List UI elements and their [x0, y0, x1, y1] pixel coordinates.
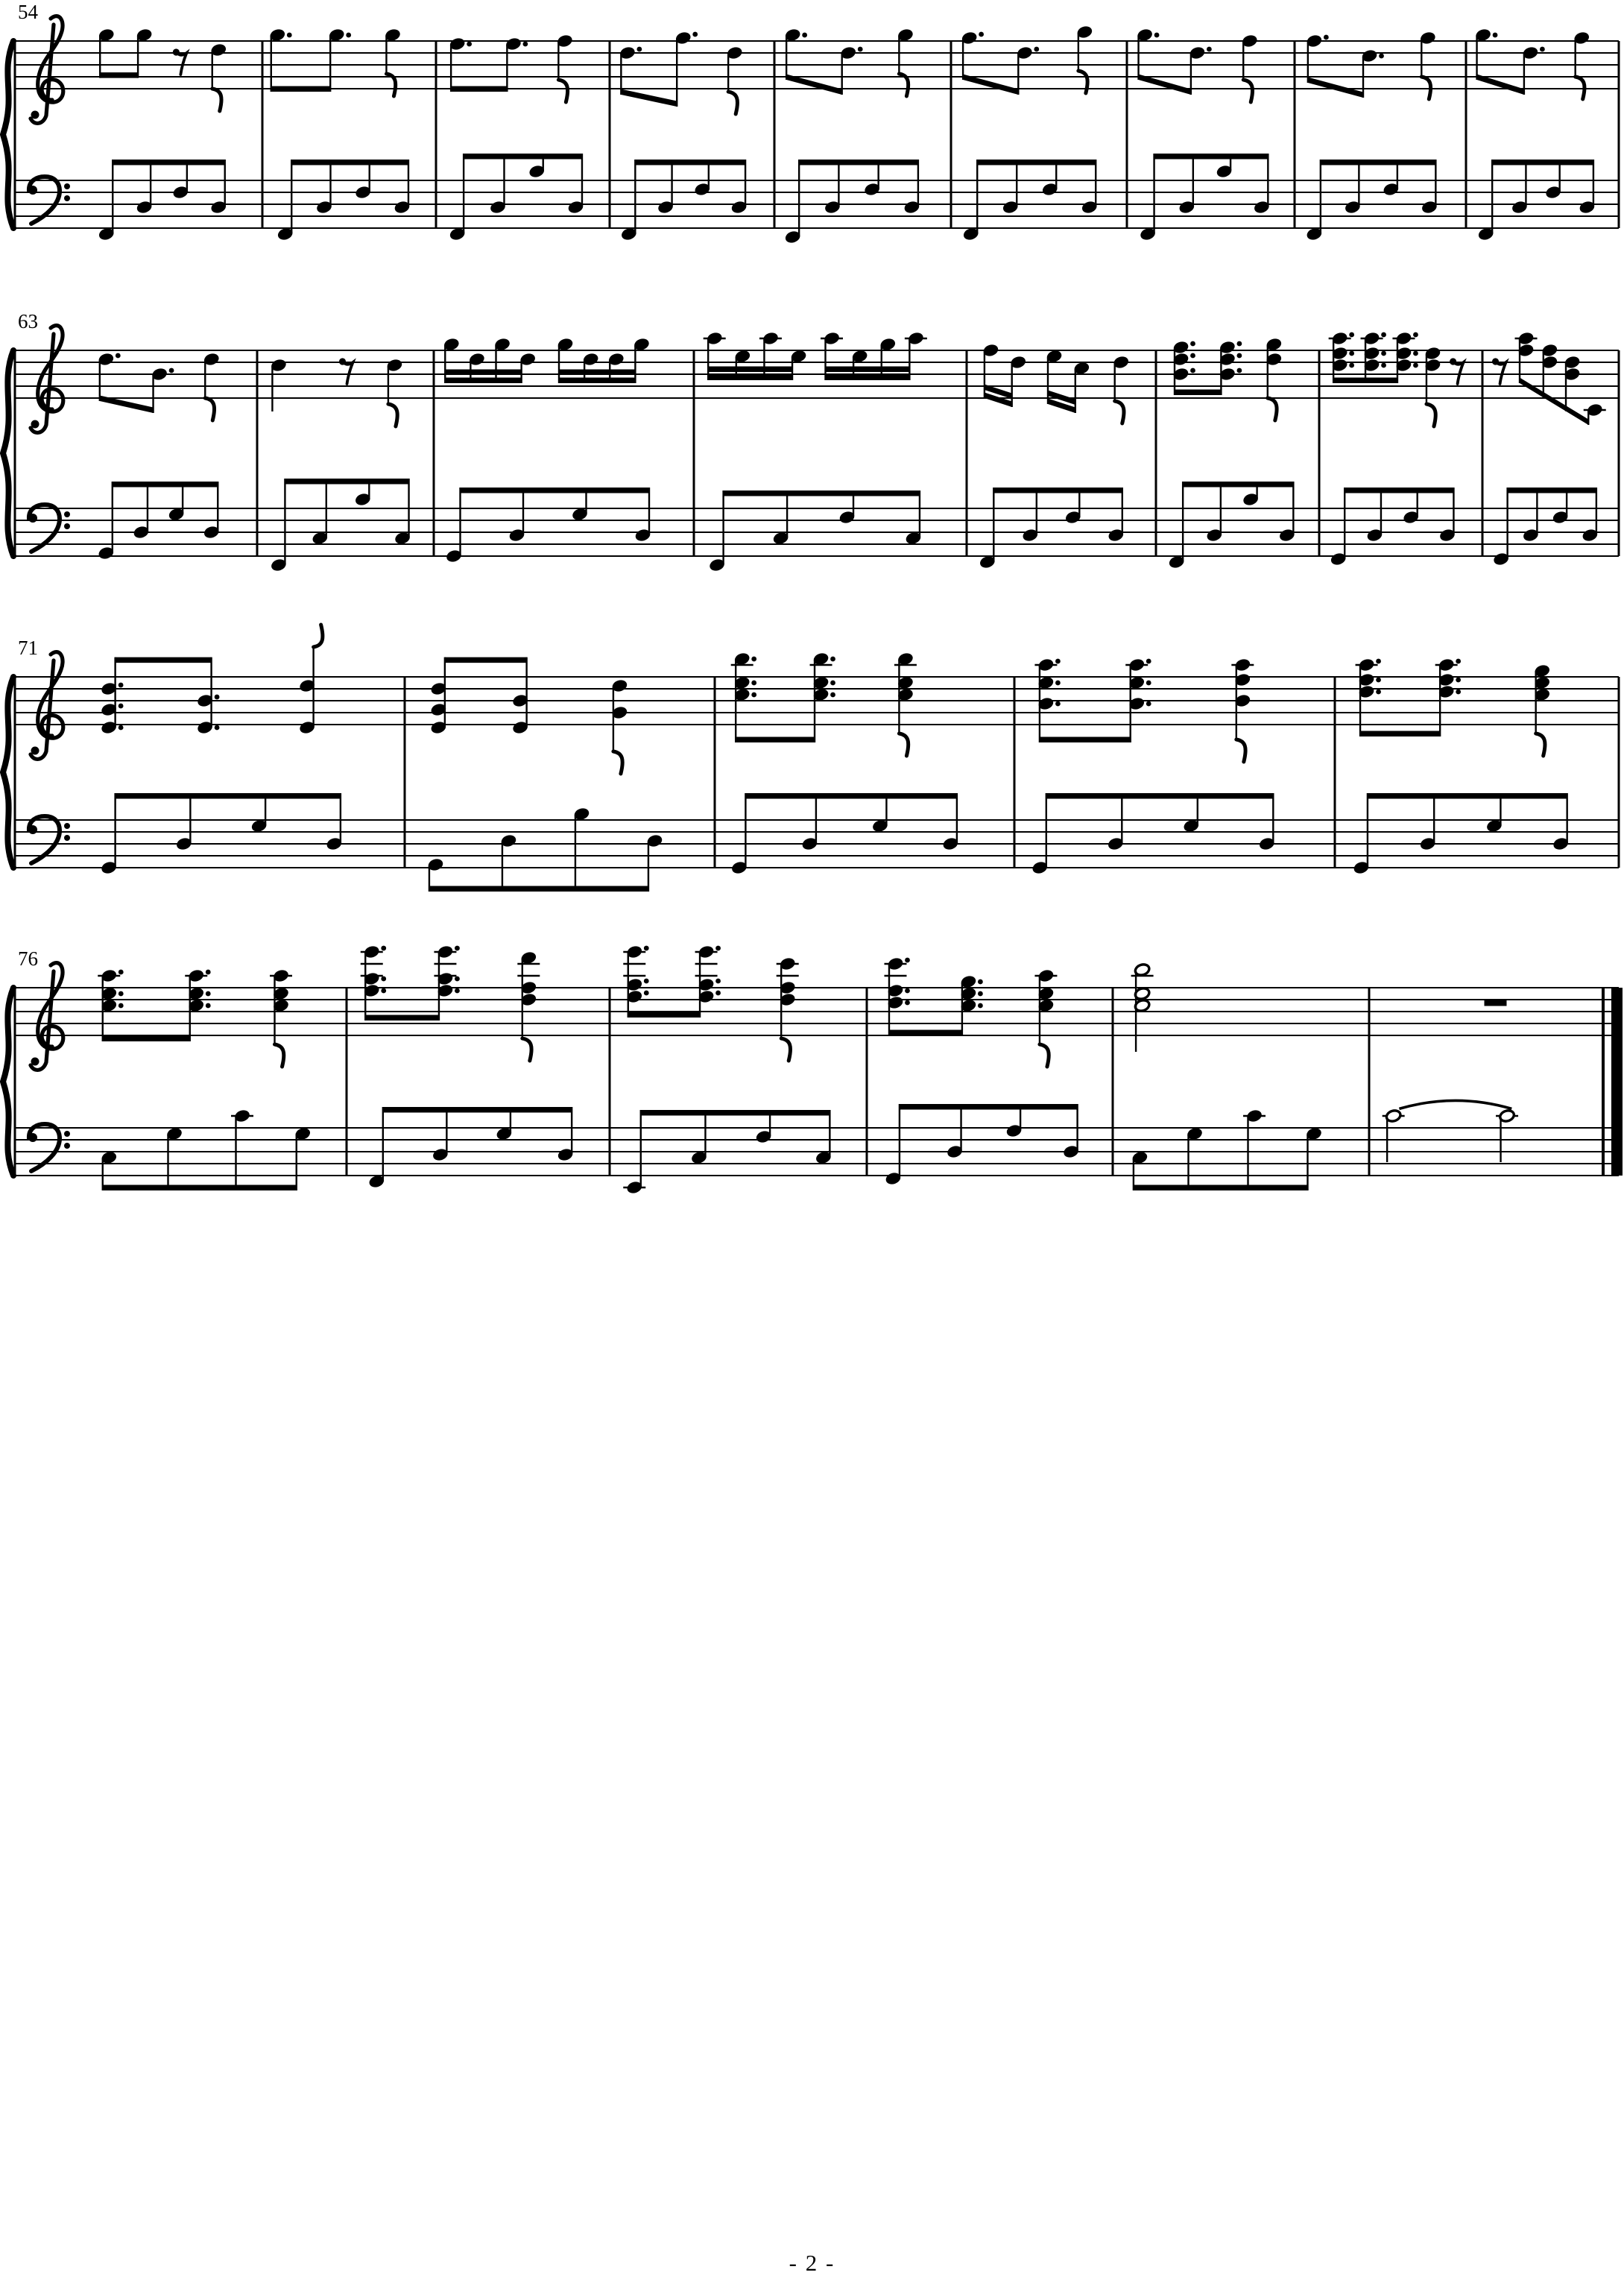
beam	[1040, 737, 1131, 743]
beam	[1308, 78, 1363, 98]
measure	[1137, 28, 1270, 242]
beam	[708, 375, 792, 381]
beam	[559, 378, 635, 384]
augmentation-dot	[1381, 351, 1386, 356]
augmentation-dot	[119, 1003, 124, 1009]
beam	[103, 1185, 297, 1191]
augmentation-dot	[1456, 678, 1461, 683]
augmentation-dot	[1237, 341, 1242, 347]
augmentation-dot	[1146, 659, 1151, 664]
augmentation-dot	[1413, 363, 1418, 368]
measure	[785, 28, 920, 245]
measure	[443, 338, 651, 564]
beam	[271, 86, 330, 92]
augmentation-dot	[905, 988, 910, 994]
eighth-flag	[1426, 404, 1435, 426]
augmentation-dot	[215, 725, 220, 731]
eighth-rest	[343, 362, 353, 384]
augmentation-dot	[692, 32, 698, 37]
beam	[1154, 154, 1268, 160]
treble-clef-icon	[31, 963, 63, 1070]
measure	[619, 31, 748, 242]
eighth-flag	[613, 751, 622, 774]
augmentation-dot	[1034, 47, 1039, 52]
augmentation-dot	[1055, 701, 1061, 707]
augmentation-dot	[1146, 681, 1151, 686]
beam	[113, 482, 218, 488]
augmentation-dot	[1237, 368, 1242, 373]
augmentation-dot	[381, 988, 386, 994]
augmentation-dot	[381, 977, 386, 982]
beam	[429, 886, 648, 892]
augmentation-dot	[1376, 659, 1381, 664]
beam	[113, 160, 225, 165]
eighth-flag	[728, 92, 737, 114]
augmentation-dot	[978, 991, 983, 997]
augmentation-dot	[119, 970, 124, 975]
augmentation-dot	[978, 980, 983, 985]
measure	[731, 652, 959, 875]
augmentation-dot	[1324, 35, 1329, 40]
augmentation-dot	[346, 33, 351, 38]
augmentation-dot	[1349, 363, 1354, 368]
augmentation-dot	[751, 681, 756, 686]
augmentation-dot	[830, 657, 835, 662]
eighth-flag	[781, 1038, 790, 1061]
whole-rest	[1485, 1000, 1507, 1006]
augmentation-dot	[1540, 47, 1545, 52]
eighth-flag	[899, 734, 908, 756]
measure	[98, 28, 227, 242]
augmentation-dot	[1146, 701, 1151, 707]
augmentation-dot	[636, 47, 642, 52]
augmentation-dot	[215, 695, 220, 700]
augmentation-dot	[751, 657, 756, 662]
system-63	[3, 310, 1619, 572]
beam	[451, 86, 507, 92]
beam	[736, 737, 815, 743]
augmentation-dot	[644, 946, 649, 951]
augmentation-dot	[455, 988, 460, 994]
augmentation-dot	[206, 991, 211, 997]
beam	[291, 160, 408, 165]
measure	[98, 969, 311, 1190]
measure	[271, 358, 411, 572]
augmentation-dot	[119, 725, 124, 731]
measure-number: 76	[18, 947, 38, 970]
beam	[1183, 482, 1293, 488]
measure	[1475, 28, 1596, 242]
beam	[116, 657, 212, 663]
augmentation-dot	[1190, 341, 1195, 347]
augmentation-dot	[1207, 47, 1212, 52]
beam	[826, 375, 910, 381]
eighth-flag	[1243, 80, 1252, 102]
beam	[116, 793, 341, 799]
final-barline	[1611, 988, 1623, 1176]
augmentation-dot	[1381, 332, 1386, 338]
augmentation-dot	[715, 979, 721, 984]
augmentation-dot	[1190, 353, 1195, 359]
augmentation-dot	[455, 977, 460, 982]
eighth-flag	[205, 398, 214, 420]
eighth-flag	[1236, 739, 1245, 762]
measure	[979, 344, 1130, 570]
measure-number: 63	[18, 310, 38, 332]
eighth-flag	[275, 1044, 284, 1067]
augmentation-dot	[1413, 332, 1418, 338]
eighth-flag	[314, 625, 323, 647]
system-71	[3, 625, 1619, 892]
eighth-rest	[176, 52, 186, 75]
beam	[889, 1030, 962, 1036]
beam	[464, 154, 582, 160]
system-54	[3, 1, 1619, 244]
beam	[977, 160, 1096, 165]
beam	[445, 657, 527, 663]
augmentation-dot	[1349, 351, 1354, 356]
beam	[799, 160, 918, 165]
beam	[1360, 731, 1440, 737]
treble-clef-icon	[31, 16, 63, 124]
system-brace-icon	[3, 350, 13, 556]
augmentation-dot	[644, 979, 649, 984]
augmentation-dot	[1237, 353, 1242, 359]
measure-number: 54	[18, 1, 38, 23]
augmentation-dot	[287, 33, 292, 38]
augmentation-dot	[1376, 678, 1381, 683]
beam	[461, 488, 650, 493]
system-brace-icon	[3, 41, 13, 228]
beam	[365, 1015, 439, 1021]
beam	[1134, 1185, 1308, 1191]
tie-arc	[1399, 1100, 1511, 1108]
eighth-flag	[1536, 734, 1545, 756]
augmentation-dot	[455, 946, 460, 951]
augmentation-dot	[715, 946, 721, 951]
beam	[445, 370, 521, 376]
beam	[103, 1036, 190, 1042]
beam	[708, 367, 792, 373]
augmentation-dot	[119, 991, 124, 997]
beam	[559, 370, 635, 376]
augmentation-dot	[522, 42, 528, 47]
augmentation-dot	[206, 970, 211, 975]
augmentation-dot	[802, 33, 807, 38]
beam	[1321, 160, 1436, 165]
beam	[826, 367, 910, 373]
beam	[900, 1104, 1078, 1110]
eighth-flag	[1268, 398, 1277, 420]
augmentation-dot	[169, 368, 174, 373]
eighth-flag	[1040, 1044, 1049, 1067]
beam	[1508, 488, 1596, 493]
augmentation-dot	[1493, 33, 1498, 38]
eighth-flag	[1115, 401, 1124, 423]
measure	[704, 332, 927, 572]
augmentation-dot	[1055, 681, 1061, 686]
measure	[1329, 332, 1464, 567]
measure	[1031, 658, 1275, 875]
augmentation-dot	[1154, 33, 1160, 38]
measure	[623, 945, 832, 1195]
augmentation-dot	[1381, 363, 1386, 368]
treble-clef-icon	[31, 652, 63, 760]
augmentation-dot	[1376, 690, 1381, 695]
measure	[1169, 338, 1295, 570]
eighth-flag	[522, 1038, 531, 1061]
augmentation-dot	[715, 991, 721, 996]
measure	[269, 28, 410, 242]
augmentation-dot	[978, 1003, 983, 1009]
beam	[1046, 793, 1274, 799]
augmentation-dot	[467, 42, 472, 47]
augmentation-dot	[1413, 351, 1418, 356]
augmentation-dot	[830, 693, 835, 698]
augmentation-dot	[1349, 332, 1354, 338]
augmentation-dot	[979, 32, 984, 37]
beam	[1345, 488, 1453, 493]
augmentation-dot	[206, 1003, 211, 1009]
augmentation-dot	[751, 693, 756, 698]
beam	[445, 378, 521, 384]
measure	[98, 353, 220, 561]
beam	[285, 479, 408, 485]
eighth-flag	[212, 89, 221, 111]
measure	[961, 25, 1097, 242]
measure	[101, 625, 343, 874]
augmentation-dot	[1456, 659, 1461, 664]
beam	[641, 1110, 830, 1116]
beam	[628, 1012, 700, 1018]
treble-clef-icon	[31, 326, 63, 433]
eighth-flag	[1078, 71, 1087, 93]
beam	[621, 89, 677, 107]
beam	[1520, 378, 1588, 426]
augmentation-dot	[116, 353, 121, 359]
augmentation-dot	[119, 704, 124, 709]
page-number: - 2 -	[789, 2250, 835, 2276]
augmentation-dot	[381, 946, 386, 951]
measure	[1306, 31, 1438, 242]
eighth-rest	[1453, 362, 1464, 384]
beam	[1175, 390, 1221, 396]
augmentation-dot	[644, 991, 649, 996]
augmentation-dot	[1055, 659, 1061, 664]
beam	[745, 793, 957, 799]
measure	[1131, 963, 1323, 1190]
beam	[1368, 793, 1567, 799]
augmentation-dot	[1190, 368, 1195, 373]
augmentation-dot	[905, 958, 910, 963]
augmentation-dot	[1379, 54, 1384, 59]
augmentation-dot	[905, 1000, 910, 1006]
system-76	[3, 945, 1623, 1195]
beam	[635, 160, 745, 165]
augmentation-dot	[119, 683, 124, 688]
system-brace-icon	[3, 677, 13, 868]
augmentation-dot	[830, 681, 835, 686]
eighth-rest	[1496, 362, 1506, 384]
system-brace-icon	[3, 988, 13, 1176]
beam	[1492, 160, 1593, 165]
augmentation-dot	[1456, 690, 1461, 695]
measure-number: 71	[18, 637, 38, 659]
beam	[100, 72, 138, 78]
measure	[1353, 658, 1569, 875]
beam	[993, 488, 1122, 493]
measure	[1492, 332, 1606, 567]
augmentation-dot	[858, 47, 863, 52]
eighth-flag	[388, 404, 397, 426]
beam	[724, 490, 920, 496]
eighth-flag	[558, 80, 567, 102]
beam	[383, 1107, 572, 1113]
